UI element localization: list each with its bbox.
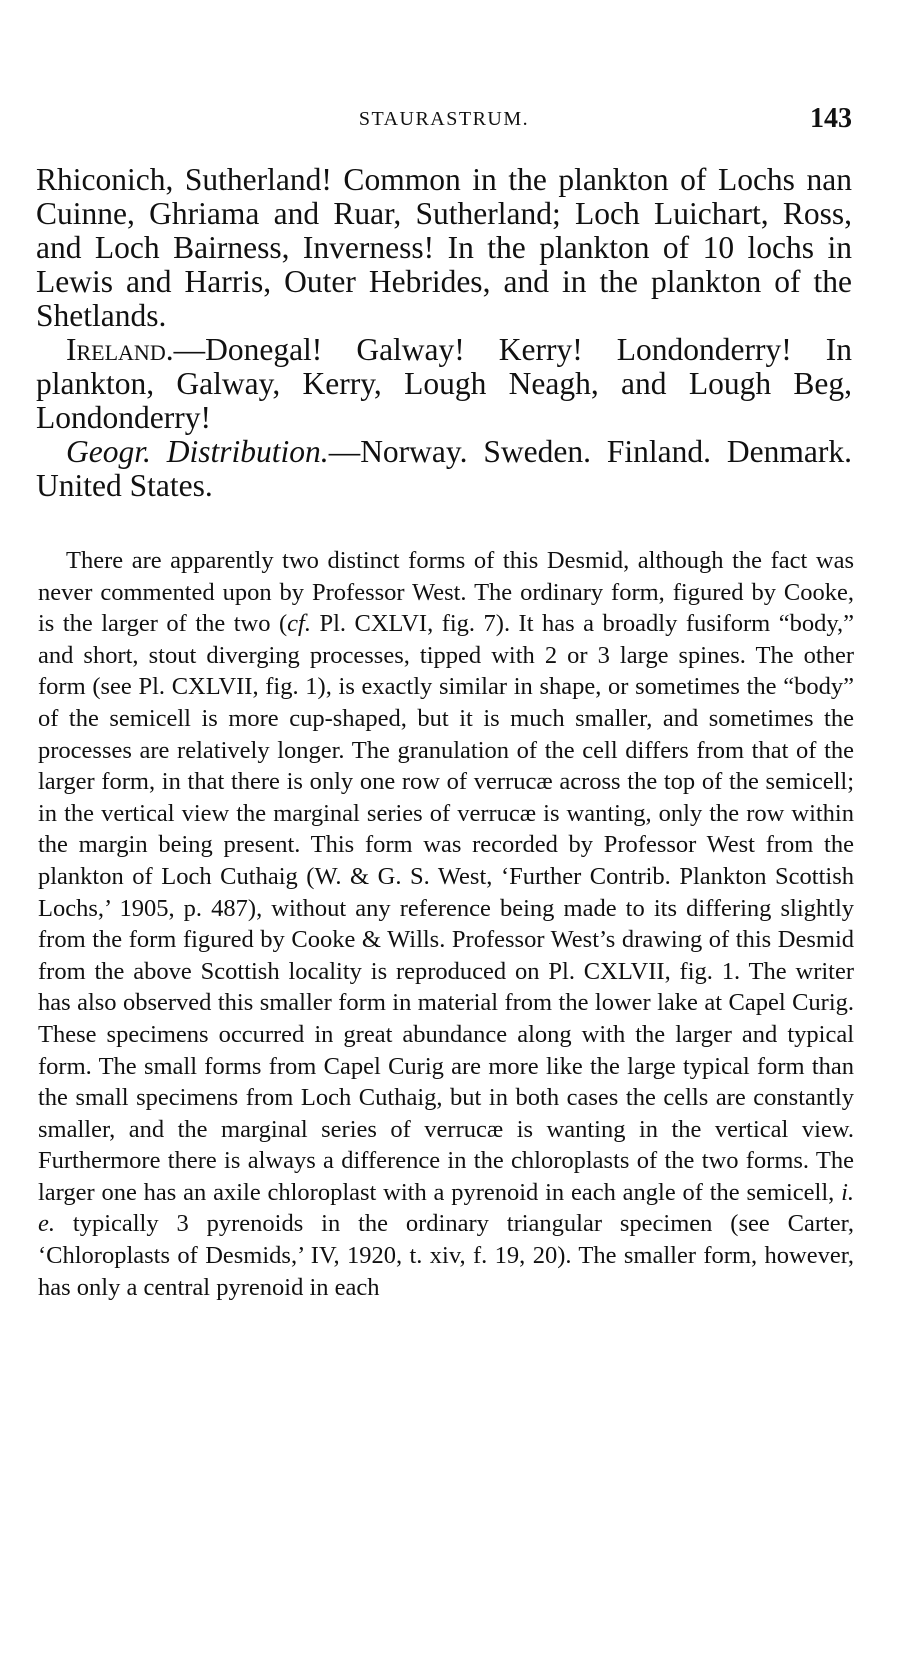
scotland-continuation: Rhiconich, Sutherland! Common in the plankton of Lochs nan Cuinne, Ghriama and Ruar, Sutherland; Loch Luichart, Ross, and Loch Bairness, Inverness! In the plankton of 10 lochs in Lewis and Harris, Outer Hebrides, and in the plankton of the Shetlands.: [36, 162, 852, 333]
running-title: STAURASTRUM.: [358, 108, 530, 130]
distribution-section: [36, 163, 852, 503]
page-number: 143: [810, 103, 852, 134]
commentary-cf: cf.: [287, 610, 311, 638]
ireland-paragraph: [36, 333, 852, 435]
commentary-paragraph: [38, 545, 854, 1303]
commentary-section: [38, 545, 854, 1303]
commentary-ie: i. e.: [38, 1178, 854, 1238]
geographic-distribution-paragraph: [36, 435, 852, 503]
running-head: [36, 100, 852, 140]
commentary-text-1: There are apparently two distinct forms of this Desmid, although the fact was never commented upon by Professor West. The ordinary form, figured by Cooke, is the larger of the two (: [38, 547, 854, 638]
ireland-label: Ireland.: [66, 332, 174, 367]
geogr-text: —Norway. Sweden. Finland. Denmark. United States.: [36, 434, 853, 503]
commentary-text-3: typically 3 pyrenoids in the ordinary triangular specimen (see Carter, ‘Chloroplasts of Desmids,’ IV, 1920, t. xiv, f. 19, 20). The smaller form, however, has only a central pyrenoid in each: [38, 1210, 854, 1301]
commentary-text-2: Pl. CXLVI, fig. 7). It has a broadly fusiform “body,” and short, stout diverging processes, tipped with 2 or 3 large spines. The other form (see Pl. CXLVII, fig. 1), is exactly similar in shape, or sometimes the “body” of the semicell is more cup-shaped, but it is much smaller, and sometimes the processes are relatively longer. The granulation of the cell differs from that of the larger form, in that there is only one row of verrucæ across the top of the semicell; in the vertical view the marginal series of verrucæ is wanting, only the row within the margin being present. This form was recorded by Professor West from the plankton of Loch Cuthaig (W. & G. S. West, ‘Further Contrib. Plankton Scottish Lochs,’ 1905, p. 487), without any reference being made to its differing slightly from the form figured by Cooke & Wills. Professor West’s drawing of this Desmid from the above Scottish locality is reproduced on Pl. CXLVII, fig. 1. The writer has also observed this smaller form in material from the lower lake at Capel Curig. These specimens occurred in great abundance along with the larger and typical form. The small forms from Capel Curig are more like the large typical form than the small specimens from Loch Cuthaig, but in both cases the cells are constantly smaller, and the marginal series of verrucæ is wanting in the vertical view. Furthermore there is always a difference in the chloroplasts of the two forms. The larger one has an axile chloroplast with a pyrenoid in each angle of the semicell,: [38, 610, 855, 1206]
geogr-label: Geogr. Distribution.: [66, 434, 329, 469]
ireland-text: —Donegal! Galway! Kerry! Londonderry! In plankton, Galway, Kerry, Lough Neagh, and Lough Beg, Londonderry!: [36, 332, 852, 435]
